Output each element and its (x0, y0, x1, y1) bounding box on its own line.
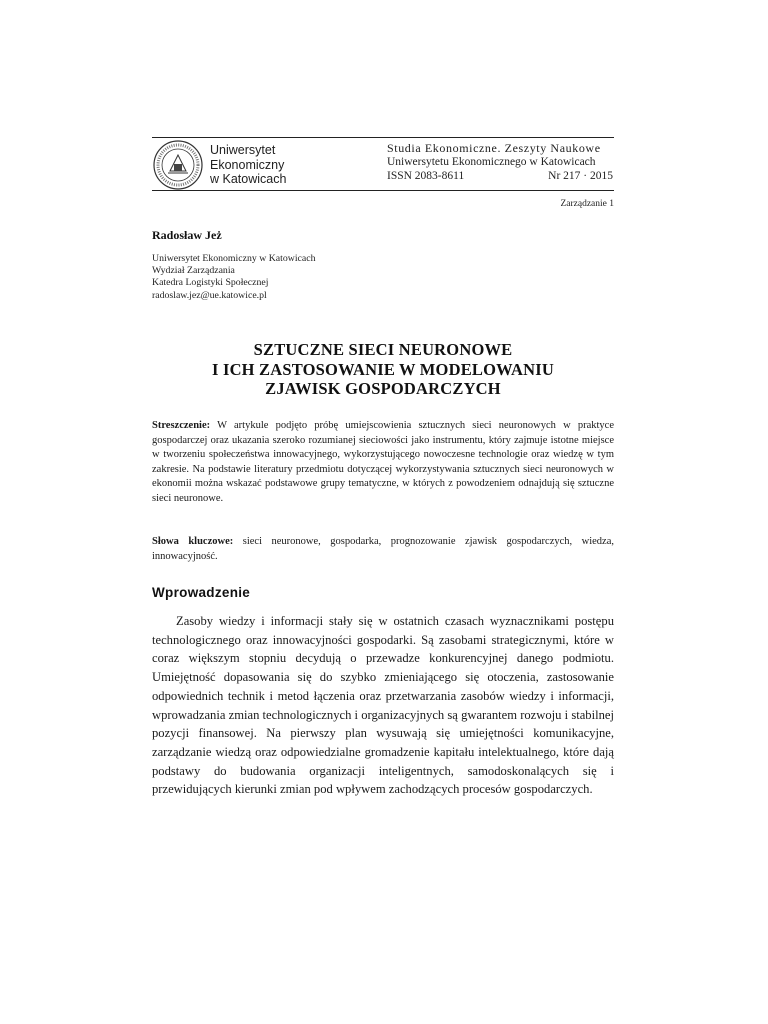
university-name-line: Uniwersytet (210, 143, 276, 157)
journal-issue: Nr 217 · 2015 (548, 170, 613, 182)
abstract (152, 419, 614, 507)
keywords (152, 535, 614, 564)
university-name (210, 143, 286, 187)
title-line: ZJAWISK GOSPODARCZYCH (265, 379, 501, 398)
affiliation-line: Uniwersytet Ekonomiczny w Katowicach (152, 253, 316, 264)
header-bottom-rule (152, 190, 614, 191)
journal-issn: ISSN 2083-8611 (387, 170, 465, 182)
affiliation-line: Wydział Zarządzania (152, 265, 235, 277)
paper-title (152, 340, 614, 399)
keywords-label: Słowa kluczowe: (152, 536, 234, 547)
abstract-label: Streszczenie: (152, 420, 211, 431)
keywords-text: sieci neuronowe, gospodarka, prognozowanie zjawisk gospodarczych, wiedza, innowacyjność. (152, 536, 614, 562)
header-top-rule (152, 137, 614, 138)
title-line: I ICH ZASTOSOWANIE W MODELOWANIU (212, 359, 554, 379)
title-line: SZTUCZNE SIECI NEURONOWE (253, 340, 513, 359)
abstract-text: W artykule podjęto próbę umiejscowienia sztucznych sieci neuronowych w praktyce gospodarczej oraz ukazania szeroko rozumianej sieciowości jako instrumentu, który zajmuje istotne miejsce w tworzeniu społeczeństwa innowacyjnego, wykorzystującego nowoczesne technologie oraz wiedzę w tym zakresie. Na podstawie literatury przedmiotu dotyczącej wykorzystywania sztucznych sieci neuronowych w ekonomii można wskazać podstawowe grupy tematyczne, w których z powodzeniem odnajdują się sztuczne sieci neuronowe. (152, 420, 614, 504)
section-label: Zarządzanie 1 (560, 199, 614, 209)
university-name-line: Ekonomiczny (210, 157, 285, 172)
university-seal-icon (153, 140, 203, 190)
journal-info (387, 141, 615, 183)
journal-issn-row (387, 169, 615, 183)
author-affiliation (152, 253, 316, 302)
affiliation-line: Katedra Logistyki Społecznej (152, 277, 269, 289)
author-email: radoslaw.jez@ue.katowice.pl (152, 289, 267, 301)
university-name-line: w Katowicach (210, 172, 287, 186)
journal-title: Studia Ekonomiczne. Zeszyty Naukowe (387, 141, 601, 155)
body-paragraph: Zasoby wiedzy i informacji stały się w ostatnich czasach wyznacznikami postępu technologicznego oraz innowacyjności gospodarki. Są zasobami strategicznymi, które w coraz większym stopniu decydują o przewadze konkurencyjnej danego podmiotu. Umiejętność dopasowania się do szybko zmieniającego się otoczenia, zastosowanie odpowiednich technik i metod łączenia oraz przetwarzania zasobów wiedzy i informacji, wprowadzania zmian technologicznych i organizacyjnych są gwarantem rozwoju i stabilnej pozycji finansowej. Na pierwszy plan wysuwają się umiejętności komunikacyjne, zarządzanie wiedzą oraz odpowiedzialne gromadzenie kapitału intelektualnego, które dają podstawy do budowania organizacji inteligentnych, samodoskonalących się i przewidujących kierunki zmian pod wpływem zachodzących procesów gospodarczych. (152, 614, 614, 797)
journal-publisher: Uniwersytetu Ekonomicznego w Katowicach (387, 156, 596, 168)
section-heading: Wprowadzenie (152, 585, 251, 600)
author-name: Radosław Jeż (152, 228, 222, 242)
